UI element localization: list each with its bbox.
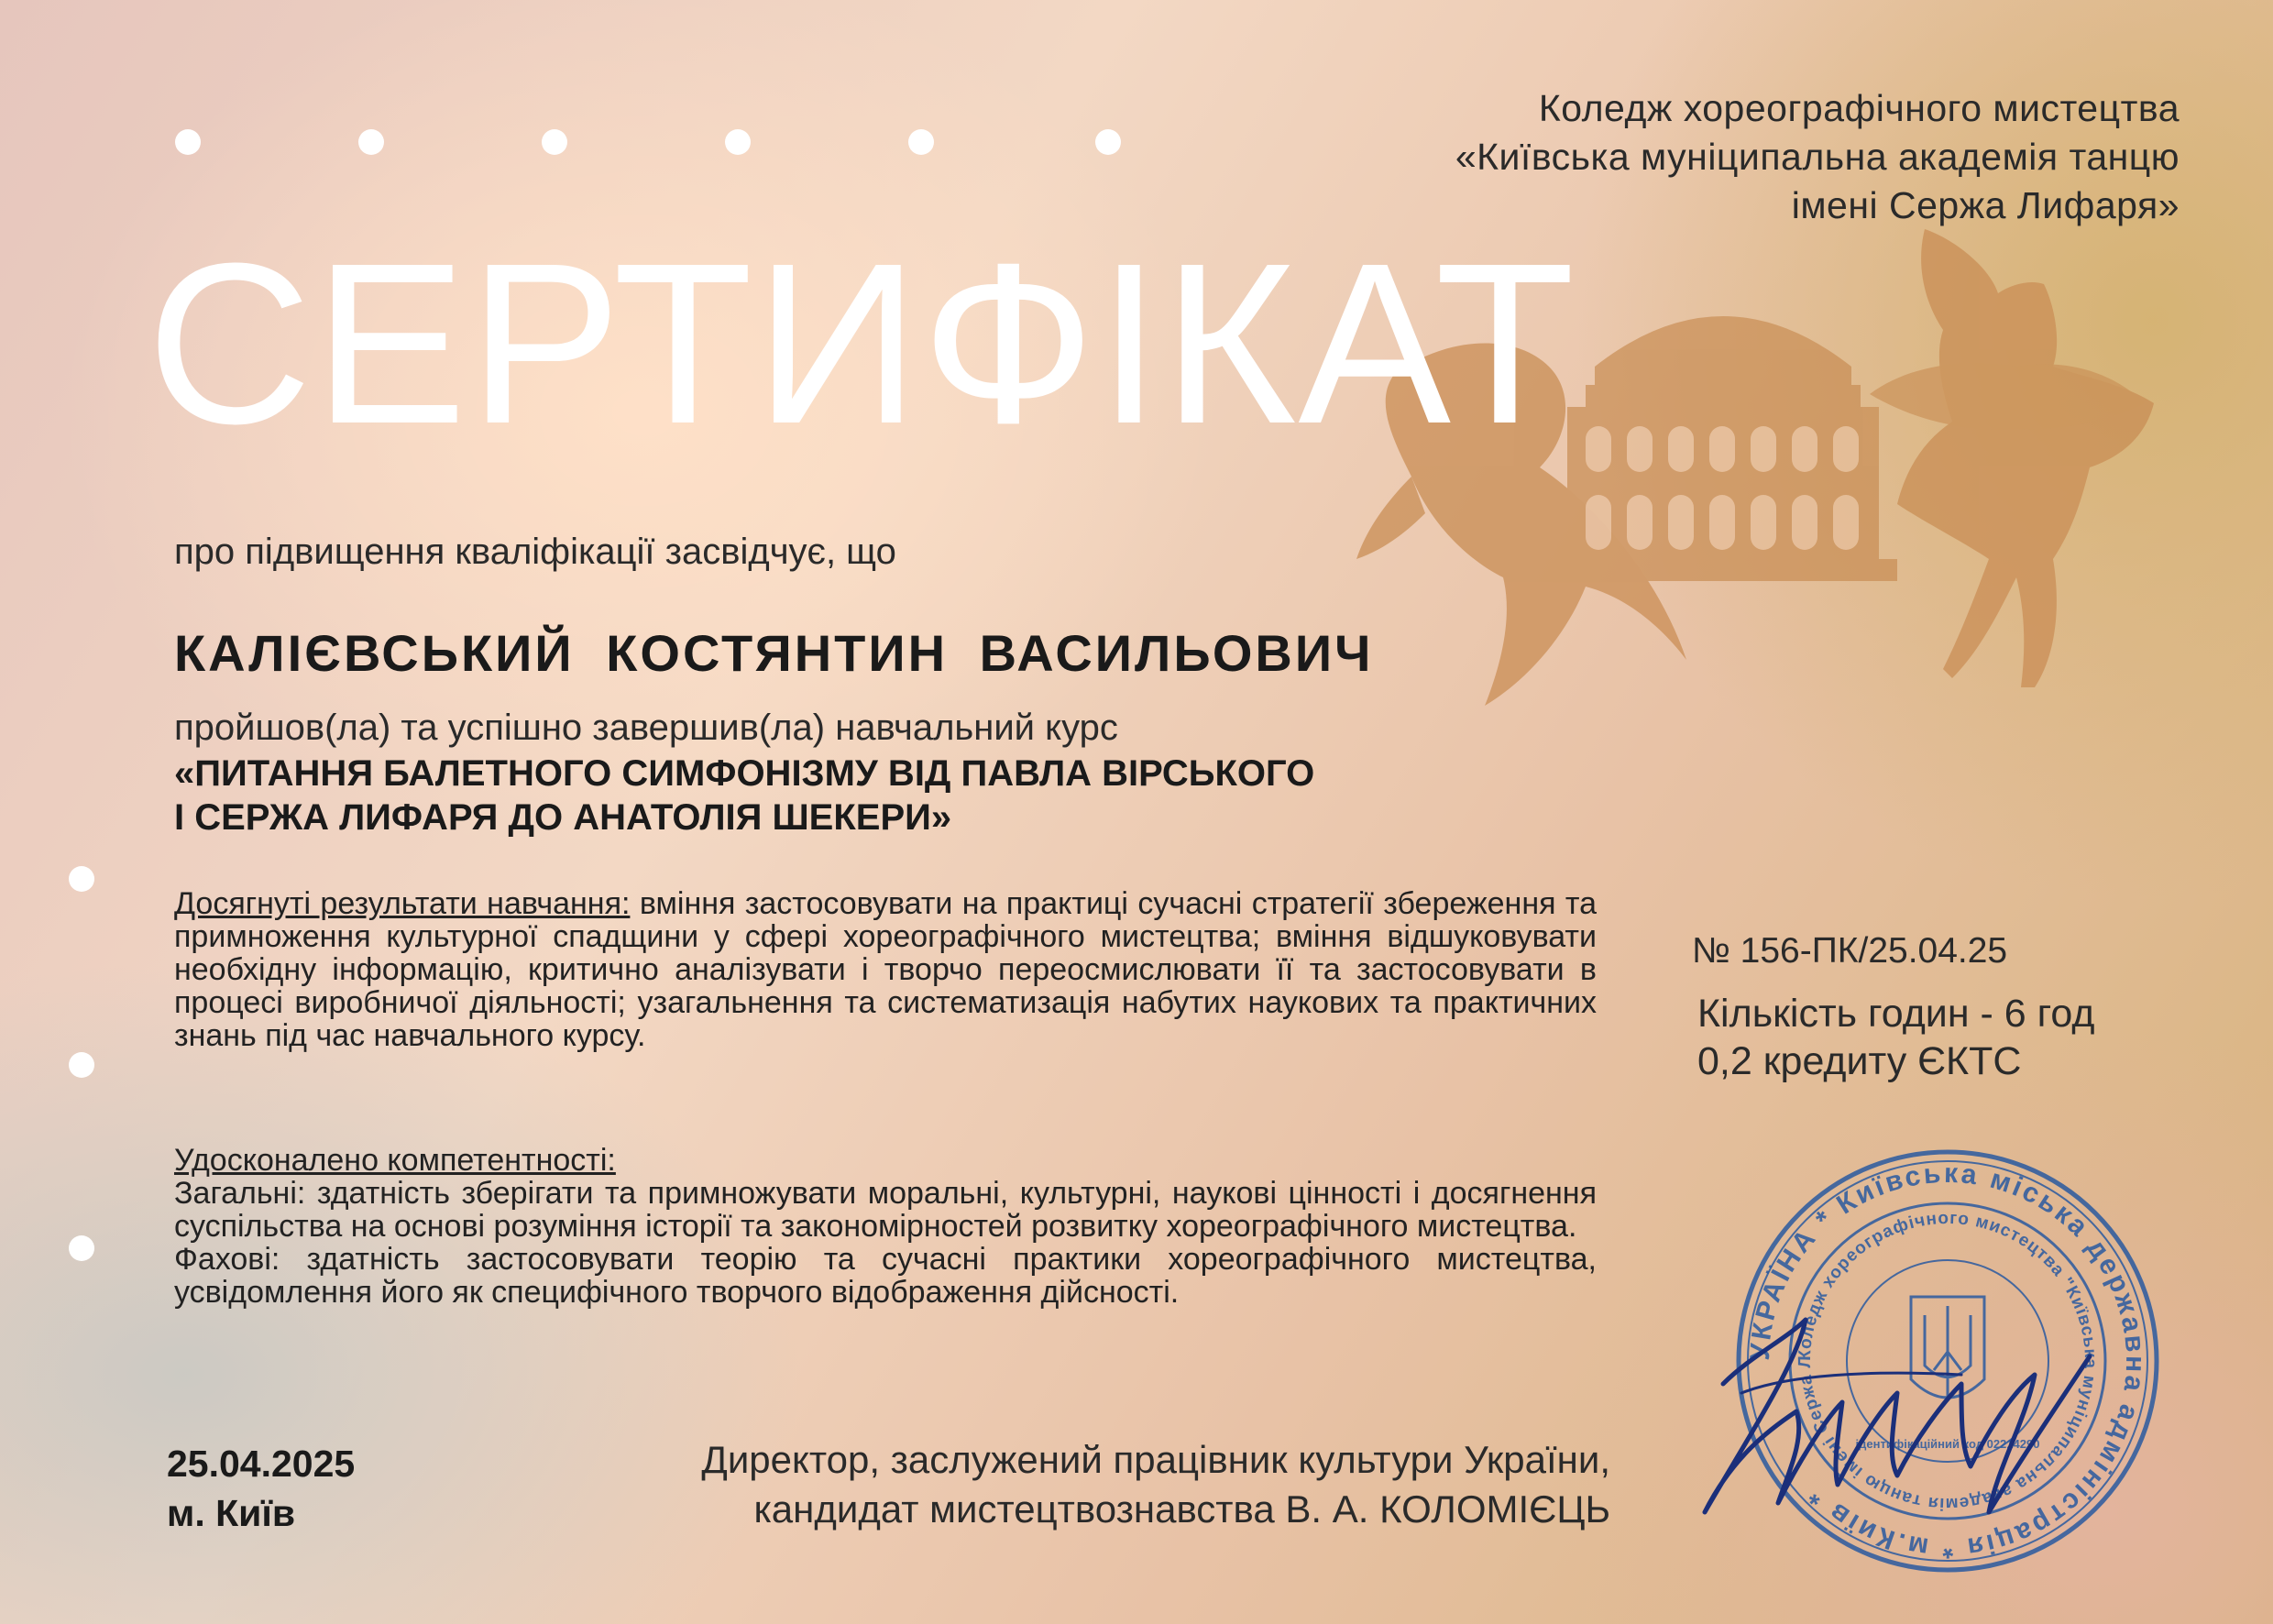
ects-credits: 0,2 кредиту ЄКТС [1697, 1039, 2022, 1083]
competencies-professional: Фахові: здатність застосовувати теорію та сучасні практики хореографічного мистецтва, усвідомлення його як специфічного творчого відображення дійсності. [174, 1242, 1597, 1310]
institution-line: імені Сержа Лифаря» [1791, 184, 2180, 226]
seal-inner-text: Коледж хореографічного мистецтва "Київська муніципальна академія танцю імені Сержа Л [1795, 1208, 2101, 1514]
decorative-dot [69, 1052, 94, 1078]
decorative-dot [69, 866, 94, 892]
intro-text: про підвищення кваліфікації засвідчує, що [174, 532, 896, 572]
institution-line: Коледж хореографічного мистецтва [1538, 87, 2180, 129]
director-info [701, 1435, 1610, 1534]
decorative-dot [358, 129, 384, 155]
competencies-heading: Удосконалено компетентності: [174, 1143, 616, 1178]
course-intro: пройшов(ла) та успішно завершив(ла) навчальний курс [174, 708, 1118, 748]
course-title-line: І СЕРЖА ЛИФАРЯ ДО АНАТОЛІЯ ШЕКЕРИ» [174, 797, 952, 838]
decorative-dot [908, 129, 934, 155]
decorative-dot [725, 129, 751, 155]
decorative-dot [69, 1235, 94, 1261]
director-line: кандидат мистецтвознавства В. А. КОЛОМІЄЦЬ [753, 1487, 1610, 1531]
results-heading: Досягнуті результати навчання: [174, 886, 631, 921]
recipient-name: КАЛІЄВСЬКИЙ КОСТЯНТИН ВАСИЛЬОВИЧ [174, 624, 1374, 682]
issue-date: 25.04.2025 [167, 1443, 356, 1485]
hours-count: Кількість годин - 6 год [1697, 992, 2095, 1036]
decorative-dot [1095, 129, 1121, 155]
seal-outer-text: УКРАЇНА * Київська міська державна адміністрація * м.Київ * [1744, 1158, 2151, 1564]
director-line: Директор, заслужений працівник культури України, [701, 1438, 1610, 1481]
director-signature [1686, 1283, 2108, 1521]
institution-line: «Київська муніципальна академія танцю [1455, 136, 2180, 178]
decorative-dot [175, 129, 201, 155]
results-text: вміння застосовувати на практиці сучасні стратегії збереження та примноження культурної спадщини у сфері хореографічного мистецтва; вміння відшуковувати необхідну інформацію, критично аналізувати і творчо переосмислювати її та застосовувати в процесі виробничої діяльності; узагальнення та систематизація набутих наукових та практичних знань під час навчального курсу. [174, 886, 1597, 1053]
learning-results [174, 887, 1597, 1052]
hours-info [1697, 990, 2094, 1085]
seal-code: ідентифікаційний код 02214290 [1855, 1437, 2040, 1451]
competencies-general: Загальні: здатність зберігати та примножувати моральні, культурні, наукові цінності і досягнення суспільства на основі розуміння історії та закономірностей розвитку хореографічного мистецтва. [174, 1176, 1597, 1244]
course-title [174, 752, 1314, 839]
course-title-line: «ПИТАННЯ БАЛЕТНОГО СИМФОНІЗМУ ВІД ПАВЛА ВІРСЬКОГО [174, 753, 1315, 794]
competencies [174, 1144, 1597, 1309]
issue-city: м. Київ [167, 1492, 296, 1534]
decorative-dot [542, 129, 567, 155]
date-place [167, 1439, 355, 1538]
institution-name [1455, 84, 2180, 230]
certificate-title: СЕРТИФІКАТ [147, 215, 1577, 471]
certificate-number: № 156-ПК/25.04.25 [1692, 931, 2008, 971]
